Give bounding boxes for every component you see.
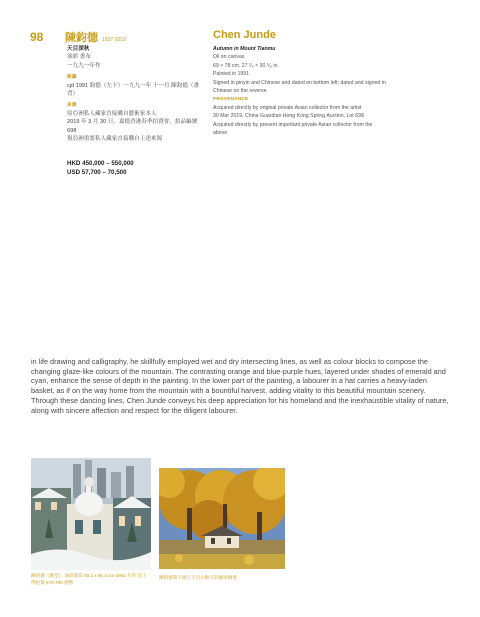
artist-dates: 1937-2019	[102, 37, 126, 43]
caption-left-image: 陳鈞德《教堂》 油彩畫布 60.2 x 90.3 cm 1991 年作 佳士得拍賣 870,700 港幣	[31, 573, 147, 585]
work-medium-chinese: 油彩 畫布	[67, 54, 91, 61]
price-estimate	[67, 159, 134, 177]
provenance-line-english: 30 Mar 2019, China Guardian Hong Kong Spring Auction, Lot 698	[213, 113, 364, 120]
provenance-line-english: Acquired directly by original private Asian collector from the artist	[213, 104, 362, 111]
essay-paragraph: in life drawing and calligraphy, he skillfully employed wet and dry intersecting lines, as well as colour blocks to compose the changing glaze-like colours of the mountain. The contrasting orange and blue-purple hues, layered under shades of emerald and cyan, enhance the sense of depth in the painting. In the lower part of the painting, a labourer in a hat carries a heavy-laden basket, as if on the way home from the mountain with a bountiful harvest, adding vitality to this beautiful mountain scenery. Through these dancing lines, Chen Junde conveys his deep appreciation for his homeland and the inexhaustible vitality of nature, along with sincere affection and respect for the diligent labourer.	[31, 357, 449, 415]
provenance-line-chinese: 現亞洲重要私人藏家直接購自上述來源	[67, 136, 163, 143]
signature-text-english: Signed in pinyin and Chinese and dated on bottom left; dated and signed in Chinese on the reverse	[213, 79, 386, 95]
work-date-chinese: 一九九一年作	[67, 62, 101, 69]
ginkgo-trees-photo	[159, 468, 285, 569]
work-title-english: Autumn in Mount Tianmu	[213, 46, 276, 52]
estimate-usd: USD 57,700 – 70,500	[67, 169, 127, 176]
work-dimensions: 69 × 78 cm. 27 ¹⁄₈ × 30 ⁵⁄₈ in.	[213, 62, 279, 69]
work-details-chinese	[67, 45, 200, 143]
work-date-english: Painted in 1991	[213, 71, 250, 78]
caption-right-image: 陳鈞德筆下浙江天目山秋天的銀杏樹景	[159, 575, 238, 580]
work-medium-english: Oil on canvas	[213, 54, 245, 61]
church-painting-image	[31, 458, 151, 570]
estimate-hkd: HKD 450,000 – 550,000	[67, 160, 134, 167]
provenance-line-chinese: 原亞洲私人藏家直接購自藝術家本人	[67, 110, 157, 117]
provenance-line-english: Acquired directly by present important private Asian collector from the above	[213, 121, 373, 137]
work-title-chinese: 天目深秋	[67, 46, 90, 52]
lot-number: 98	[30, 30, 44, 44]
signature-label-chinese: 款識	[67, 74, 77, 80]
artist-name-chinese	[65, 29, 126, 45]
provenance-label-chinese: 來源	[67, 102, 77, 108]
provenance-line-chinese: 2019 年 3 月 30 日，嘉德香港春季拍賣會，拍品編號 698	[67, 119, 198, 134]
signature-text-chinese: cjd 1991 鈞德（左下）一九九一年 十一月 陳鈞德（畫背）	[67, 82, 200, 98]
work-details-english	[213, 45, 388, 137]
artist-name-chinese-text: 陳鈞德	[65, 32, 98, 44]
provenance-label-english: PROVENANCE	[213, 96, 249, 102]
artist-name-english: Chen Junde	[213, 29, 276, 41]
